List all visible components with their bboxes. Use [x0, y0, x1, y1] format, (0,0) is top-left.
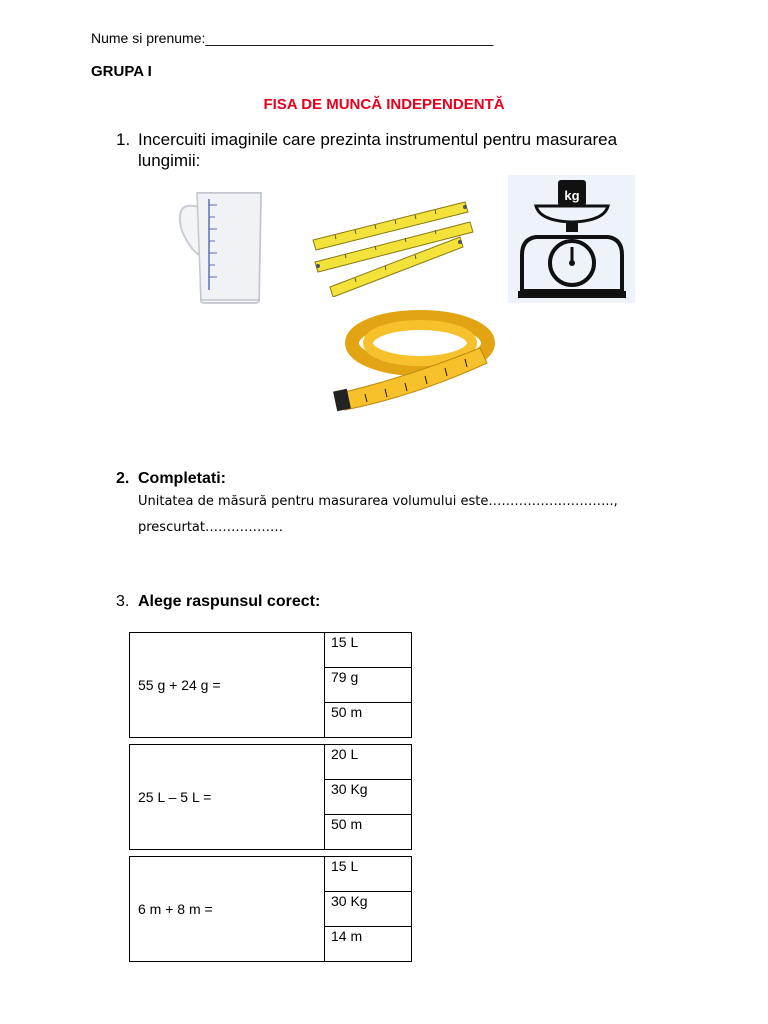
question-2-fill-line-2[interactable]: prescurtat………………	[138, 520, 283, 535]
worksheet-title: FISA DE MUNCĂ INDEPENDENTĂ	[263, 96, 505, 113]
name-field-line: Nume si prenume:_____________________________________	[91, 30, 494, 46]
question-2-number: 2.	[116, 470, 130, 487]
answer-option[interactable]: 15 L	[325, 857, 412, 892]
folding-ruler-icon	[305, 192, 480, 297]
answer-option[interactable]: 30 Kg	[325, 892, 412, 927]
answer-option[interactable]: 15 L	[325, 633, 412, 668]
choice-table-3	[129, 856, 412, 962]
group-label: GRUPA I	[91, 63, 152, 80]
question-1-text: Incercuiti imaginile care prezinta instrumentul pentru masurarea lungimii:	[138, 130, 618, 170]
measuring-jug-icon	[175, 185, 280, 305]
kitchen-scale-icon	[508, 175, 635, 303]
answer-option[interactable]: 50 m	[325, 703, 412, 738]
question-2-fill-line-1[interactable]: Unitatea de măsură pentru masurarea volumului este………………………..,	[138, 494, 618, 509]
answer-option[interactable]: 79 g	[325, 668, 412, 703]
answer-option[interactable]: 20 L	[325, 745, 412, 780]
question-3-text: Alege raspunsul corect:	[138, 593, 321, 610]
question-3-number: 3.	[116, 593, 130, 610]
expression-cell: 6 m + 8 m =	[130, 857, 325, 962]
question-2-text: Completati:	[138, 470, 226, 487]
expression-cell: 25 L – 5 L =	[130, 745, 325, 850]
answer-option[interactable]: 30 Kg	[325, 780, 412, 815]
svg-text:kg: kg	[564, 188, 580, 203]
choice-table-1	[129, 632, 412, 738]
measuring-tape-icon	[325, 308, 495, 415]
question-1-number: 1.	[116, 130, 131, 149]
answer-option[interactable]: 50 m	[325, 815, 412, 850]
choice-table-2	[129, 744, 412, 850]
answer-option[interactable]: 14 m	[325, 927, 412, 962]
expression-cell: 55 g + 24 g =	[130, 633, 325, 738]
